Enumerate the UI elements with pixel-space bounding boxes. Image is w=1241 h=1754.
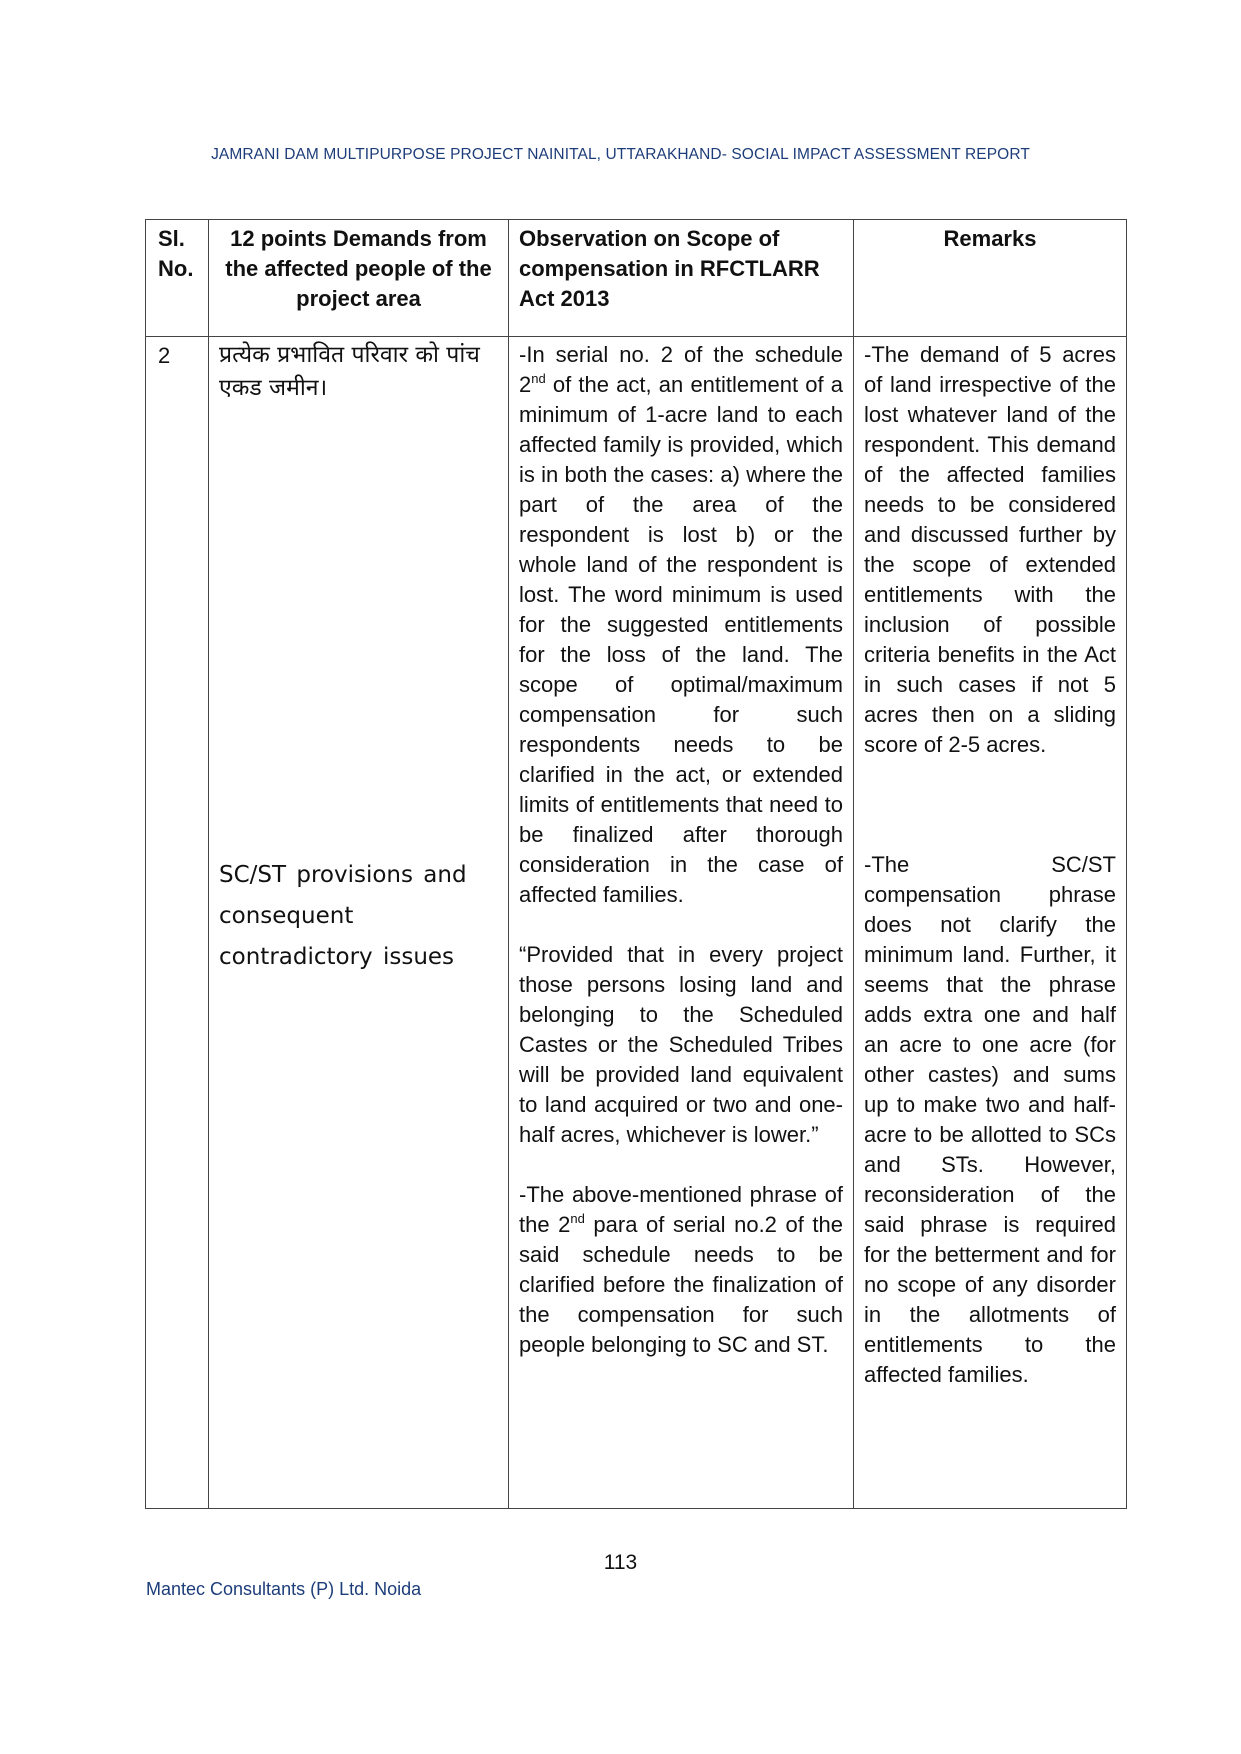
report-header: JAMRANI DAM MULTIPURPOSE PROJECT NAINITAL, UTTARAKHAND- SOCIAL IMPACT ASSESSMENT REPORT (211, 146, 1030, 163)
remarks-text (854, 337, 1126, 1390)
header-remarks: Remarks (943, 226, 1037, 251)
header-sl-no: Sl. No. (158, 226, 194, 281)
cell-remarks (854, 337, 1127, 1509)
observation-paragraph-2: “Provided that in every project those persons losing land and belonging to the Scheduled Castes or the Scheduled Tribes will be provided land equivalent to land acquired or two and one-half acres, whichever is lower.” (519, 942, 843, 1147)
header-demands: 12 points Demands from the affected people of the project area (225, 226, 492, 311)
remarks-paragraph-2: -The SC/ST compensation phrase does not clarify the minimum land. Further, it seems that the phrase adds extra one and half an acre to one acre (for other castes) and sums up to make two and half-acre to be allotted to SCs and STs. However, reconsideration of the said phrase is required for the betterment and for no scope of any disorder in the allotments of entitlements to the affected families. (864, 852, 1116, 1387)
demands-table (145, 219, 1127, 1509)
cell-observation (509, 337, 854, 1509)
cell-demands (209, 337, 509, 1509)
observation-paragraph-3: -The above-mentioned phrase of the 2nd para of serial no.2 of the said schedule needs to be clarified before the finalization of the compensation for such people belonging to SC and ST. (519, 1182, 843, 1357)
remarks-paragraph-1: -The demand of 5 acres of land irrespective of the lost whatever land of the respondent. This demand of the affected families needs to be considered and discussed further by the scope of extended entitlements with the inclusion of possible criteria benefits in the Act in such cases if not 5 acres then on a sliding score of 2-5 acres. (864, 342, 1116, 757)
demand-scst-text: SC/ST provisions and consequent contradictory issues (219, 862, 467, 970)
cell-sl-no (146, 337, 209, 1509)
footer-company: Mantec Consultants (P) Ltd. Noida (146, 1579, 422, 1599)
demand-hindi-text: प्रत्येक प्रभावित परिवार को पांच एकड जमीन। (219, 342, 480, 401)
table-header-row (146, 220, 1127, 337)
header-cell-observation (509, 220, 854, 337)
observation-text (509, 337, 853, 1360)
row-sl-no: 2 (158, 343, 171, 368)
header-cell-sl-no (146, 220, 209, 337)
observation-paragraph-1: -In serial no. 2 of the schedule 2nd of the act, an entitlement of a minimum of 1-acre land to each affected family is provided, which is in both the cases: a) where the part of the area of the respondent is lost b) or the whole land of the respondent is lost. The word minimum is used for the suggested entitlements for the loss of the land. The scope of optimal/maximum compensation for such respondents needs to be clarified in the act, or extended limits of entitlements that need to be finalized after thorough consideration in the case of affected families. (519, 342, 843, 907)
page-number: 113 (603, 1551, 638, 1574)
header-observation: Observation on Scope of compensation in RFCTLARR Act 2013 (519, 226, 820, 311)
table-row (146, 337, 1127, 1509)
header-cell-demands (209, 220, 509, 337)
header-cell-remarks (854, 220, 1127, 337)
